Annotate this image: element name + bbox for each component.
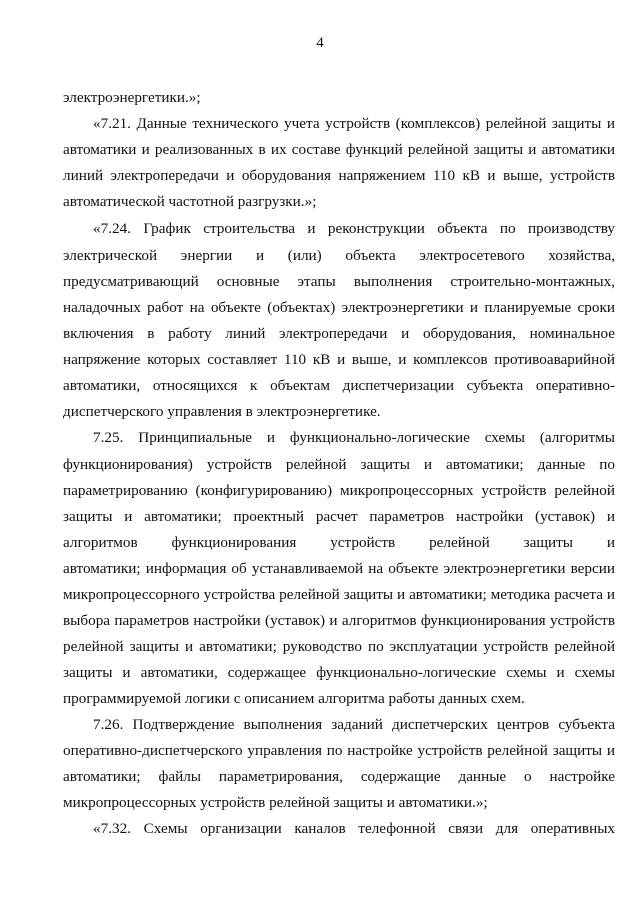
text-line: функционирования) устройств релейной защиты и автоматики; данные по [63, 456, 615, 473]
text-line: автоматики; файлы параметрирования, содержащие данные о настройке [63, 768, 615, 785]
text-line: автоматики; информация об устанавливаемой на объекте электроэнергетики версии [63, 560, 615, 577]
text-line: автоматической частотной разгрузки.»; [63, 193, 317, 210]
text-line: микропроцессорного устройства релейной защиты и автоматики; методика расчета и [63, 586, 615, 603]
text-line: программируемой логики с описанием алгоритма работы данных схем. [63, 690, 525, 707]
text-line: оперативно-диспетчерского управления по настройке устройств релейной защиты и [63, 742, 615, 759]
text-line: электроэнергетики.»; [63, 89, 201, 106]
text-line: напряжение которых составляет 110 кВ и выше, и комплексов противоаварийной [63, 351, 615, 368]
text-line: релейной защиты и автоматики; руководство по эксплуатации устройств релейной [63, 638, 615, 655]
text-line: наладочных работ на объекте (объектах) электроэнергетики и планируемые сроки [63, 299, 615, 316]
text-line: электрической энергии и (или) объекта электросетевого хозяйства, [63, 247, 615, 264]
text-line: защиты и автоматики, содержащее функционально-логические схемы и схемы [63, 664, 615, 681]
text-line: включения в работу линий электропередачи и оборудования, номинальное [63, 325, 615, 342]
text-line: параметрированию (конфигурированию) микропроцессорных устройств релейной [63, 482, 615, 499]
text-line: защиты и автоматики; проектный расчет параметров настройки (уставок) и [63, 508, 615, 525]
text-line: автоматики, относящихся к объектам диспетчеризации субъекта оперативно- [63, 377, 615, 394]
text-line: «7.32. Схемы организации каналов телефонной связи для оперативных [93, 820, 615, 837]
text-line: алгоритмов функционирования устройств релейной защиты и [63, 534, 615, 551]
text-line: диспетчерского управления в электроэнергетике. [63, 403, 381, 420]
text-line: 7.25. Принципиальные и функционально-логические схемы (алгоритмы [93, 429, 615, 446]
text-line: микропроцессорных устройств релейной защиты и автоматики.»; [63, 794, 488, 811]
text-line: предусматривающий основные этапы выполнения строительно-монтажных, [63, 273, 615, 290]
text-line: автоматики и реализованных в их составе функций релейной защиты и автоматики [63, 141, 615, 158]
page-number: 4 [316, 35, 324, 51]
text-line: линий электропередачи и оборудования напряжением 110 кВ и выше, устройств [63, 167, 615, 184]
text-line: «7.24. График строительства и реконструкции объекта по производству [93, 220, 615, 237]
text-line: 7.26. Подтверждение выполнения заданий диспетчерских центров субъекта [93, 716, 615, 733]
text-line: «7.21. Данные технического учета устройств (комплексов) релейной защиты и [93, 115, 615, 132]
text-line: выбора параметров настройки (уставок) и алгоритмов функционирования устройств [63, 612, 615, 629]
